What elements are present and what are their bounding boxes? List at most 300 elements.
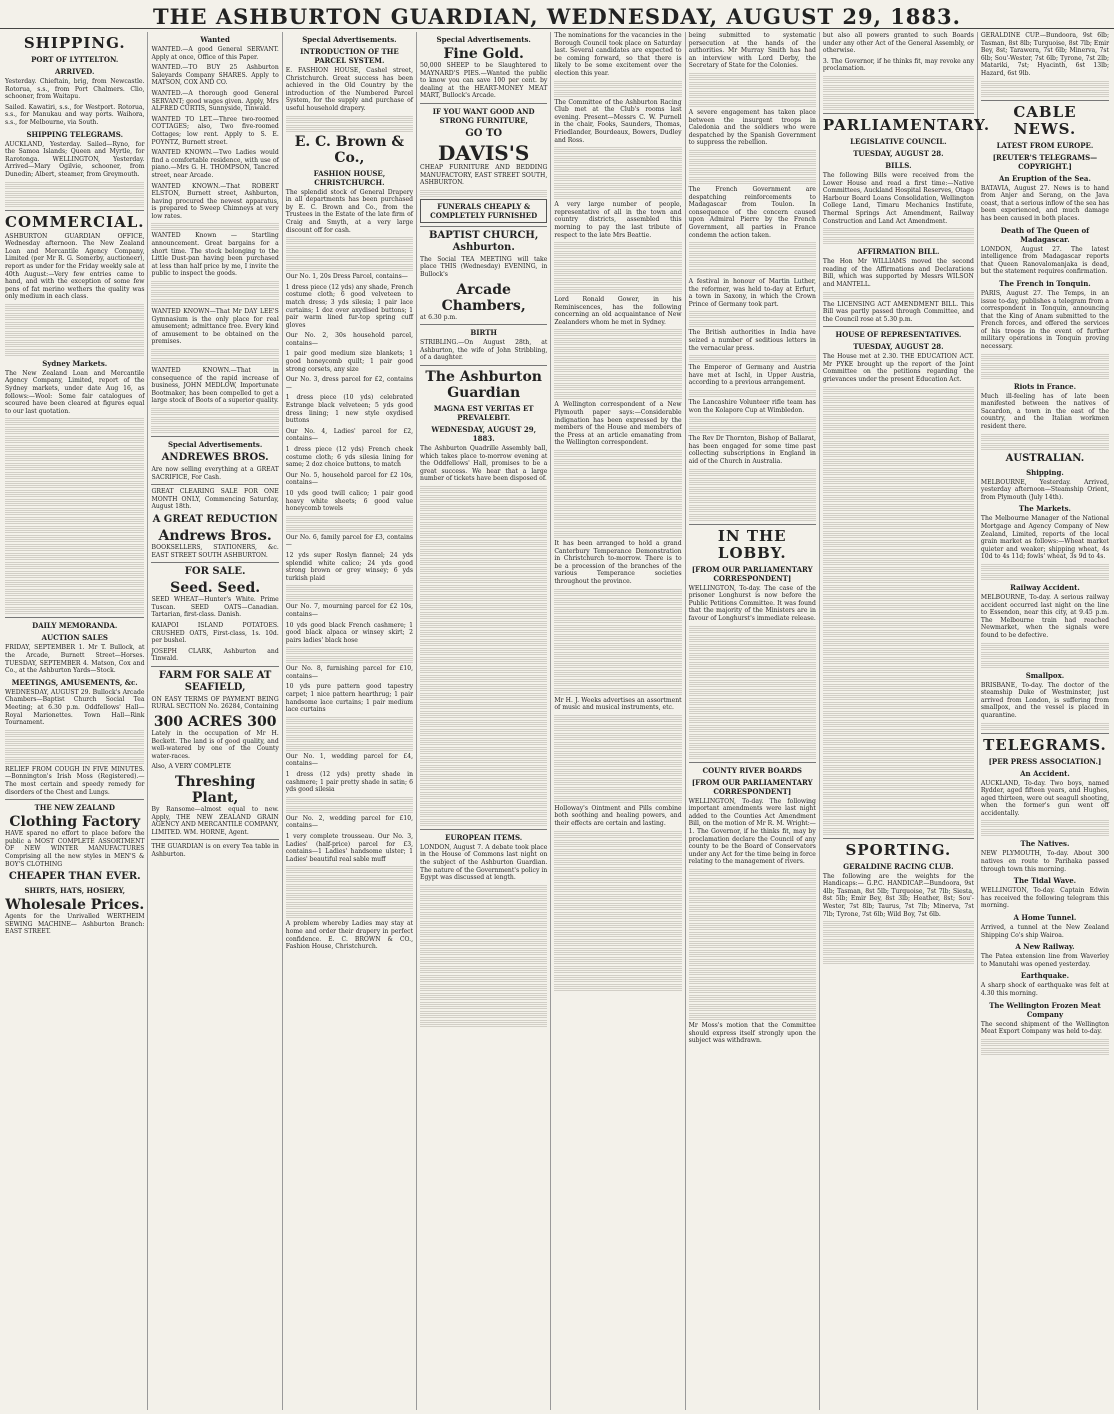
text-filler [554,984,681,991]
sydney-markets-text: The New Zealand Loan and Mercantile Agency Company, Limited, report of the Sydney markets, under date Aug 16, as follows:—Wool: Some fair catalogues of scoured have been cleared at figures equal to our last quotation. [5,369,145,415]
text-filler [554,670,681,677]
text-filler [420,930,547,937]
text-filler [420,921,547,928]
tea-time: at 6.30 p.m. [420,313,458,321]
representatives-text: The House met at 2.30. THE EDUCATION ACT. Mr PYKE brought up the report of the Joint Committee on the petitions regarding the grievances under the present Education Act. [822,353,974,384]
text-filler [151,281,278,288]
text-filler [554,183,681,190]
text-filler [554,90,681,97]
text-filler [689,150,816,157]
parcel-10-list: 1 very complete trousseau. Our No. 3, Ladies' (half-price) parcel for £3, contains—1 Ladies' handsome ulster; 1 Ladies' beautiful real sable muff [285,833,414,863]
shipping-telegrams-text: AUCKLAND, Yesterday. Sailed—Ryno, for the Samoa Islands; Queen and Myrtle, for Rarotonga. WELLINGTON, Yesterday. Arrived—Mary Ogilvie, schooner, from Dunedin; Albert, steamer, from Greymouth. [5,140,145,178]
text-filler [554,715,681,722]
parcel-5-list: 10 yds good twill calico; 1 pair good heavy white sheets; 6 good value honeycomb towels [285,489,414,513]
text-filler [823,783,974,790]
text-filler [554,724,681,731]
text-filler [5,427,144,434]
geraldine-heading: GERALDINE RACING CLUB. [843,861,954,871]
text-filler [554,840,681,847]
frozen-meat-text: The second shipment of the Wellington Meat Export Company was held to-day. [980,1020,1110,1036]
text-filler [554,607,681,614]
text-filler [5,535,144,542]
text-filler [286,656,413,663]
text-filler [689,689,816,696]
smallpox-text: BRISBANE, To-day. The doctor of the steamship Duke of Westminster, just arrived from London, is suffering from smallpox, and the vessel is placed in quarantine. [980,681,1110,719]
text-filler [5,322,144,329]
text-filler [286,647,413,654]
text-filler [823,396,974,403]
aus-markets-heading: The Markets. [1018,504,1071,514]
wanted-ad-8: WANTED KNOWN—That Mr DAY LEE'S Gymnasium is the only place for real amusement; admittance free. Every kind of amusement to be obtained on the premises. [151,308,279,346]
text-filler [420,558,547,565]
andrews-bros-address: BOOKSELLERS, STATIONERS, &c. EAST STREET SOUTH ASHBURTON. [151,543,279,559]
australian-heading: AUSTRALIAN. [1005,452,1085,464]
text-filler [420,522,547,529]
text-filler [823,531,974,538]
text-filler [420,747,547,754]
text-filler [689,417,816,424]
text-filler [823,576,974,583]
text-filler [823,819,974,826]
cable-news-sub: LATEST FROM EUROPE. [996,140,1094,150]
text-filler [420,729,547,736]
text-filler [286,525,413,532]
eruption-heading: An Eruption of the Sea. [999,173,1091,183]
wanted-ad-4: WANTED TO LET.—Three two-roomed COTTAGES; also, Two five-roomed Cottages; low rent. Apply to S. E. POYNTZ, Burnett street. [151,115,279,146]
text-filler [823,237,974,244]
baptist-heading: BAPTIST CHURCH, Ashburton. [429,229,539,253]
text-filler [151,426,278,433]
parliamentary-heading: PARLIAMENTARY. [822,115,991,134]
text-filler [5,748,144,755]
text-filler [554,796,681,803]
text-filler [420,975,547,982]
text-filler [420,720,547,727]
text-filler [823,630,974,637]
text-filler [689,426,816,433]
text-filler [554,688,681,695]
text-filler [823,540,974,547]
county-boards-sub: [FROM OUR PARLIAMENTARY CORRESPONDENT] [691,777,813,796]
aus-markets-text: The Melbourne Manager of the National Mortgage and Agency Company of New Zealand, Limited, reports of the local grain market as follows:—Wheat market quieter and weaker; shipping wheat, 4s 10d to 4s 11d; fowls' wheat, 3s 9d to 4s. [980,515,1110,561]
representatives-heading: HOUSE OF REPRESENTATIVES. [835,330,962,340]
text-filler [823,495,974,502]
text-filler [554,374,681,381]
text-filler [554,598,681,605]
text-filler [981,90,1109,97]
text-filler [689,653,816,660]
article-paragraph: A very large number of people, representative of all in the town and country districts, assembled this morning to pay the last tribute of respect to the late Mrs Beattie. [554,201,682,239]
column-2 [148,32,282,1410]
european-items-text: LONDON, August 7. A debate took place in the House of Commons last night on the subject of the Ashburton Guardian. The nature of the Government's policy in Egypt was discussed at length. [420,843,548,882]
parcel-9-heading: Our No. 1, wedding parcel for £4, contains— [285,752,414,768]
text-filler [554,269,681,276]
text-filler [689,644,816,651]
text-filler [823,477,974,484]
text-filler [5,571,144,578]
text-filler [823,585,974,592]
commercial-text: ASHBURTON GUARDIAN OFFICE, Wednesday afternoon. The New Zealand Loan and Mercantile Agency Company, Limited (per Mr R. G. Somerby, auctioneer), report as under for the Friday weekly sale at 40th August:—Very few entries came to hand, and with the exception of some few pens of fat merino wethers the quality was only medium in each class. [5,232,145,301]
text-filler [689,950,816,957]
parcel-7-heading: Our No. 7, mourning parcel for £2 10s, contains— [285,603,414,618]
text-filler [420,675,547,682]
parcel-1-heading: Our No. 1, 20s Dress Parcel, contains— [285,273,408,281]
divider [689,524,816,525]
text-filler [689,869,816,876]
text-filler [151,417,278,424]
text-filler [689,905,816,912]
kaiapoi-potatoes: KAIAPOI ISLAND POTATOES. CRUSHED OATS, First-class, 1s. 10d. per bushel. [151,621,279,645]
divider [420,829,547,830]
text-filler [981,372,1109,379]
column-1 [2,32,148,1410]
text-filler [151,290,278,297]
text-filler [823,459,974,466]
text-filler [554,156,681,163]
text-filler [689,995,816,1002]
divider [151,839,278,840]
article-paragraph: The Emperor of Germany and Austria have met at Ischl, in Upper Austria, according to a previous arrangement. [688,364,816,387]
parcel-system-heading: INTRODUCTION OF THE PARCEL SYSTEM. [300,47,399,65]
text-filler [554,894,681,901]
text-filler [420,630,547,637]
riots-text: Much ill-feeling has of late been manifested between the natives of Sacardon, a town in the east of the country, and the Italian workmen resident there. [980,392,1110,431]
birth-text: STRIBLING.—On August 28th, at Ashburton, the wife of John Stribbling, of a daughter. [420,339,548,362]
for-sale-heading: FOR SALE. [184,566,246,578]
text-filler [823,684,974,691]
lobby-heading: IN THE LOBBY. [717,526,787,562]
earthquake-text: A sharp shock of earthquake was felt at 4.30 this morning. [980,982,1110,997]
text-filler [5,182,144,189]
divider [981,100,1109,101]
text-filler [420,567,547,574]
text-filler [823,603,974,610]
shirts-hats: SHIRTS, HATS, HOSIERY, [24,886,126,896]
divider [151,562,278,563]
wanted-ad-6: WANTED KNOWN.—That ROBERT ELSTON, Burnett street, Ashburton, having procured the newest apparatus, is prepared to Sweep Chimneys at very low rates. [151,182,279,220]
madagascar-text: LONDON, August 27. The latest intelligence from Madagascar reports that Queen Ranovalomanjaka is dead, but the statement requires confirmation. [980,245,1110,276]
divider [151,666,278,667]
brown-co-text: The splendid stock of General Drapery in all departments has been purchased by E. C. Brown and Co., from the Trustees in the Estate of the late firm of Craig and Smyth, at a very large discount off for cash. [285,188,414,234]
parcel-9-list: 1 dress (12 yds) pretty shade in cashmere; 1 pair pretty shade in satin; 6 yds good silesia [285,771,414,794]
text-filler [5,331,144,338]
text-filler [286,893,413,900]
article-paragraph: It has been arranged to hold a grand Canterbury Temperance Demonstration in Christchurch to-morrow. There is to be a procession of the branches of the various Temperance societies throughout the province. [554,540,682,585]
text-filler [420,684,547,691]
text-filler [420,783,547,790]
text-filler [420,603,547,610]
text-filler [823,720,974,727]
text-filler [823,513,974,520]
text-filler [689,635,816,642]
text-filler [981,363,1109,370]
text-filler [689,878,816,885]
column-7 [820,32,991,1410]
text-filler [151,358,278,365]
furniture-intro: IF YOU WANT GOOD AND STRONG FURNITURE, [432,106,535,125]
davis-text: CHEAP FURNITURE AND BEDDING MANUFACTORY, EAST STREET SOUTH, ASHBURTON. [420,163,548,187]
text-filler [981,354,1109,361]
clothing-factory-text: HAVE spared no effort to place before the public a MOST COMPLETE ASSORTMENT OF NEW WINTER MANUFACTURES Comprising all the new styles in MEN'S & BOY'S CLOTHING [5,830,145,868]
text-filler [5,436,144,443]
text-filler [420,621,547,628]
madagascar-heading: Death of The Queen of Madagascar. [1000,225,1090,244]
eruption-text: BATAVIA, August 27. News is to hand from Anjer and Serang, on the Java coast, that a serious inflow of the sea has been experienced, and much damage has been caused in both places. [980,184,1110,222]
text-filler [981,434,1109,441]
divider [420,103,547,104]
text-filler [823,85,974,92]
text-filler [5,730,144,737]
paper-title: The Ashburton Guardian [425,368,542,401]
text-filler [554,885,681,892]
text-filler [286,797,413,804]
text-filler [420,711,547,718]
cough-ad: RELIEF FROM COUGH IN FIVE MINUTES.—Bonnington's Irish Moss (Registered).—The most certain and speedy remedy for disorders of the Chest and Lungs. [5,765,145,796]
special-ads-heading: Special Advertisements. [167,439,263,449]
parcel-2-heading: Our No. 2, 30s household parcel, contains— [285,332,414,347]
paper-motto: MAGNA EST VERITAS ET PREVALEBIT. [433,403,534,422]
text-filler [823,639,974,646]
divider [981,733,1109,734]
text-filler [823,522,974,529]
text-filler [981,723,1109,730]
text-filler [689,390,816,397]
text-filler [823,504,974,511]
shipping-heading: SHIPPING. [23,34,126,52]
text-filler [554,787,681,794]
lobby-text: WELLINGTON, To-day. The case of the prisoner Longhurst is now before the Public Petitions Committee. It was found that the majority of the Ministers are in favour of Longhurst's immediate release. [688,584,816,622]
text-filler [554,174,681,181]
text-filler [689,73,816,80]
text-filler [420,792,547,799]
text-filler [554,287,681,294]
text-filler [823,292,974,299]
text-filler [286,516,413,523]
county-boards-text: WELLINGTON, To-day. The following important amendments were last night added to the Counties Act Amendment Bill, on the motion of Mr R. M. Wright:—1. The Governor, if he thinks fit, may by proclamation declare the Council of any county to be the Board of Conservators under any Act for the time being in force relating to the management of rivers. [688,797,816,866]
text-filler [420,819,547,826]
text-filler [689,707,816,714]
text-filler [5,200,144,207]
text-filler [420,993,547,1000]
text-filler [5,481,144,488]
divider [689,762,816,763]
text-filler [823,405,974,412]
smallpox-heading: Smallpox. [1025,670,1065,680]
text-filler [420,549,547,556]
text-filler [5,418,144,425]
text-filler [689,941,816,948]
text-filler [554,450,681,457]
geraldine-cup-weights: GERALDINE CUP.—Bundoora, 9st 6lb; Tasman, 8st 8lb; Turquoise, 8st 7lb; Emir Bey, 8st; Tarawera, 7st 6lb; Minerva, 7st 6lb; Sou'-Wester, 7st 6lb; Tyrone, 7st 2lb; Matariki, 7st; Hyacinth, 6st 13lb; Hazard, 6st 9lb. [980,32,1110,77]
text-filler [5,517,144,524]
text-filler [689,725,816,732]
text-filler [554,876,681,883]
commercial-heading: COMMERCIAL. [5,212,145,231]
text-filler [5,607,144,614]
text-filler [5,304,144,311]
farm-terms: ON EASY TERMS OF PAYMENT BEING RURAL SECTION No. 26284, Containing [151,695,279,711]
text-filler [554,468,681,475]
text-filler [554,504,681,511]
divider [5,617,144,618]
port-heading: PORT OF LYTTELTON. [31,55,119,64]
text-filler [689,496,816,503]
text-filler [554,939,681,946]
davis-heading: DAVIS'S [438,140,530,165]
text-filler [689,662,816,669]
tonquin-heading: The French in Tonquin. [999,278,1091,288]
text-filler [420,939,547,946]
natives-text: NEW PLYMOUTH, To-day. About 300 natives en route to Parihaka passed through town this morning. [980,850,1110,873]
text-filler [554,522,681,529]
seed-heading: Seed. Seed. [170,580,261,597]
text-filler [823,729,974,736]
text-filler [823,765,974,772]
text-filler [420,1011,547,1018]
wanted-ad-9: WANTED KNOWN.—That in consequence of the rapid increase of business, JOHN MEDLOW, Importunate Bootmaker, has been compelled to get a large stock of Boots of a superior quality. [151,367,279,405]
text-filler [823,549,974,556]
text-filler [689,887,816,894]
text-filler [981,564,1109,571]
text-filler [823,666,974,673]
tonquin-text: PARIS, August 27. The Temps, in an issue to-day, publishes a telegram from a correspondent in Tonquin, announcing that the King of Anam submitted to the French forces, and offered the services of his troops in the event of further military operations in Tonquin proving necessary. [980,289,1110,351]
arrived-heading: ARRIVED. [55,67,95,76]
text-filler [823,432,974,439]
article-paragraph: A severe engagement has taken place between the insurgent troops in Caledonia and the soldiers who were despatched by the Spanish Government to suppress the rebellion. [688,108,816,147]
text-filler [420,639,547,646]
text-filler [5,544,144,551]
text-filler [5,499,144,506]
text-filler [823,675,974,682]
masthead-title: THE ASHBURTON GUARDIAN, WEDNESDAY, AUGUST 29, 1883. [153,4,961,29]
text-filler [823,792,974,799]
text-filler [689,487,816,494]
text-filler [554,849,681,856]
parcel-8-heading: Our No. 8, furnishing parcel for £10, contains— [285,665,414,680]
text-filler [151,349,278,356]
text-filler [286,237,413,244]
brown-co-sub: FASHION HOUSE, CHRISTCHURCH. [313,168,386,187]
text-filler [823,76,974,83]
text-filler [554,81,681,88]
farm-acres: 300 ACRES 300 [153,714,277,731]
text-filler [823,94,974,101]
text-filler [554,751,681,758]
farm-text: Lately in the occupation of Mr H. Beckett. The land is of good quality, and well-watered by one of the County water-races. [151,730,279,760]
text-filler [689,923,816,930]
andrews-bros-name: Andrews Bros. [158,527,272,544]
text-filler [420,810,547,817]
text-filler [554,643,681,650]
text-filler [554,365,681,372]
home-tunnel-text: Arrived, a tunnel at the New Zealand Shipping Co's ship Wairoa. [980,924,1110,939]
text-filler [420,801,547,808]
wanted-ad-7: WANTED Known — Startling announcement. Great bargains for a short time. The stock belonging to the Little Dust-pan having been purchased at less than half price by me, I invite the public to inspect the goods. [151,232,279,278]
text-filler [823,648,974,655]
text-filler [823,801,974,808]
text-filler [286,806,413,813]
text-filler [554,769,681,776]
affirmation-heading: AFFIRMATION BILL. [857,247,940,257]
text-filler [554,966,681,973]
text-filler [981,81,1109,88]
text-filler [689,260,816,267]
column-8 [978,32,1112,1410]
affirmation-text: The Hon Mr WILLIAMS moved the second reading of the Affirmations and Declarations Bill, which was supported by Messrs WILSON and MANTELL. [822,258,974,288]
wanted-ad-3: WANTED.—A thorough good General SERVANT; good wages given. Apply, Mrs ALFRED CURTIS, Sunnyside, Tinwald. [151,89,279,113]
licensing-text: The LICENSING ACT AMENDMENT BILL. This Bill was partly passed through Committee, and the Council rose at 5.30 p.m. [822,300,974,323]
threshing-intro: Also, A VERY COMPLETE [151,763,232,771]
text-filler [823,921,974,928]
text-filler [554,251,681,258]
text-filler [420,984,547,991]
article-paragraph: The nominations for the vacancies in the Borough Council took place on Saturday last. Several candidates are expected to be coming forward, so that there is likely to be some excitement over the election this year. [554,32,682,77]
divider [5,210,144,211]
guardian-notice: THE GUARDIAN is on every Tea table in Ashburton. [151,843,279,858]
text-filler [689,478,816,485]
text-filler [689,320,816,327]
columns [2,32,1112,1410]
special-ads-heading: Special Advertisements. [436,35,531,44]
text-filler [554,356,681,363]
text-filler [420,885,547,892]
text-filler [420,765,547,772]
text-filler [823,423,974,430]
text-filler [981,820,1109,827]
clothing-factory-heading: Clothing Factory [9,814,141,831]
text-filler [554,912,681,919]
article-paragraph: The British authorities in India have seized a number of seditious letters in the vernacular press. [688,329,816,352]
parcel-3-list: 1 dress piece (10 yds) celebrated Estrange black velveteen; 5 yds good dress lining; 1 new style oxydised buttons [285,394,414,425]
divider [420,365,547,366]
text-filler [420,774,547,781]
text-filler [5,739,144,746]
text-filler [823,558,974,565]
text-filler [554,347,681,354]
text-filler [5,589,144,596]
text-filler [554,760,681,767]
text-filler [823,103,974,110]
text-filler [554,634,681,641]
text-filler [554,477,681,484]
fine-gold-heading: Fine Gold. [443,46,524,62]
text-filler [689,968,816,975]
go-to: GO TO [465,127,503,139]
text-filler [5,340,144,347]
text-filler [689,177,816,184]
text-filler [981,1048,1109,1055]
text-filler [823,747,974,754]
text-filler [286,717,413,724]
cable-copyright: [REUTER'S TELEGRAMS—COPYRIGHT.] [992,152,1098,171]
telegrams-heading: TELEGRAMS. [983,735,1107,754]
divider [151,436,278,437]
text-filler [554,778,681,785]
text-filler [554,278,681,285]
article-paragraph: A Wellington correspondent of a New Plymouth paper says:—Considerable indignation has been expressed by the members of the House and members of the Press at an article emanating from the Wellington correspondent. [554,401,682,447]
text-filler [689,671,816,678]
text-filler [420,903,547,910]
text-filler [689,1004,816,1011]
sporting-heading: SPORTING. [845,840,952,859]
text-filler [554,589,681,596]
text-filler [689,959,816,966]
text-filler [823,774,974,781]
railway-accident-heading: Railway Accident. [1010,582,1080,592]
text-filler [420,531,547,538]
text-filler [689,469,816,476]
clothing-nz-heading: THE NEW ZEALAND [34,803,115,813]
